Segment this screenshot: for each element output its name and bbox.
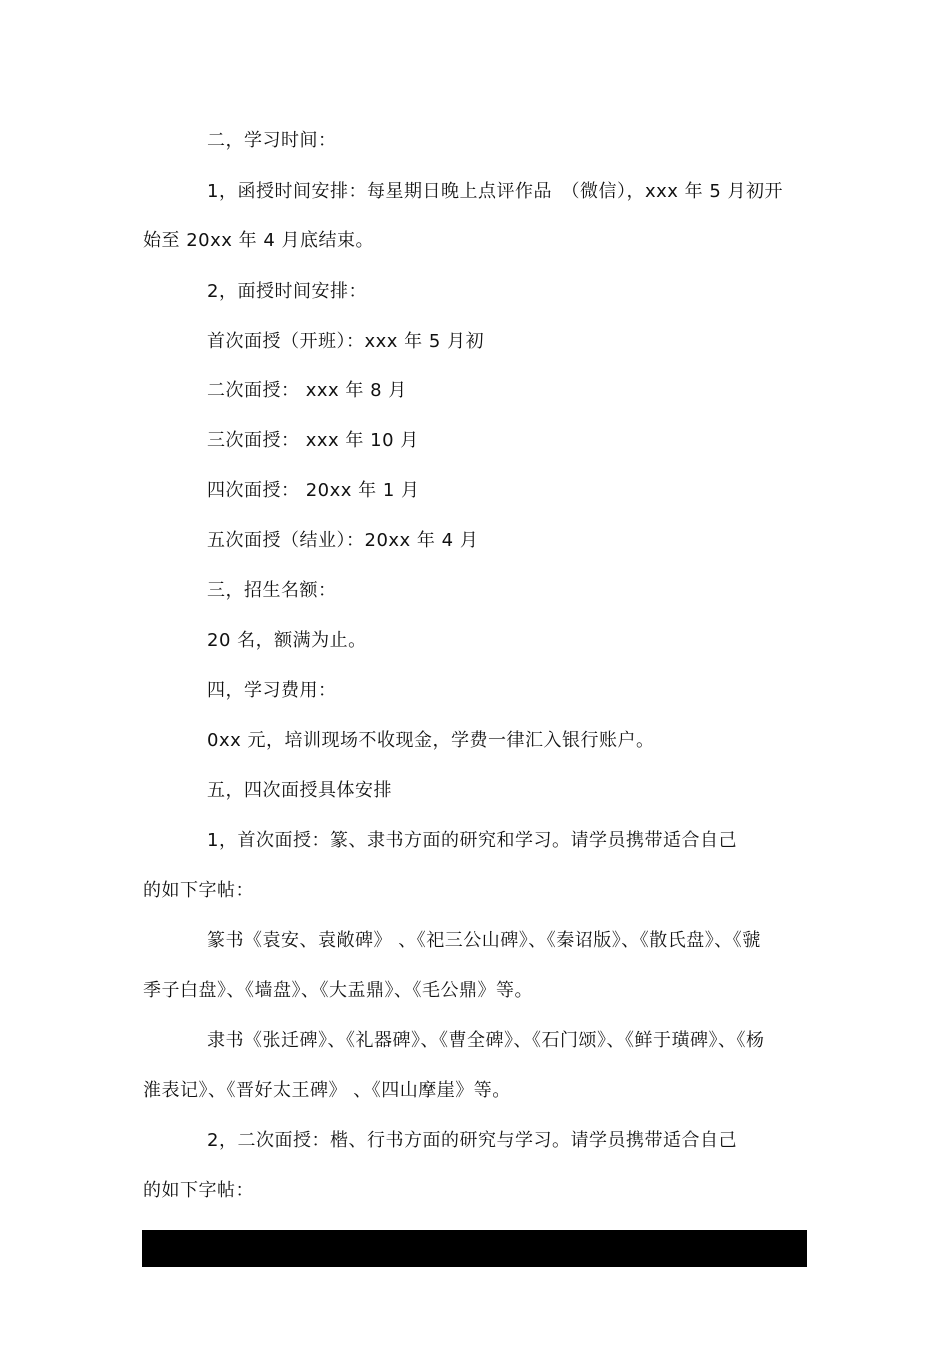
section-heading-fees: 四，学习费用： [207, 680, 337, 701]
paragraph-line: 淮表记》、《晋好太王碑》 、《四山摩崖》等。 [143, 1080, 511, 1101]
paragraph-line: 1，函授时间安排：每星期日晚上点评作品 （微信），xxx 年 5 月初开 [207, 181, 784, 202]
paragraph-line: 二次面授： xxx 年 8 月 [207, 380, 407, 401]
paragraph-line: 首次面授（开班）：xxx 年 5 月初 [207, 331, 485, 352]
section-heading-study-time: 二，学习时间： [207, 130, 337, 151]
paragraph-line: 季子白盘》、《墙盘》、《大盂鼎》、《毛公鼎》等。 [143, 980, 533, 1001]
footer-redaction-bar [142, 1230, 807, 1267]
paragraph-line: 隶书《张迁碑》、《礼器碑》、《曹全碑》、《石门颂》、《鲜于璜碑》、《杨 [207, 1030, 765, 1051]
section-heading-enrollment: 三，招生名额： [207, 580, 337, 601]
paragraph-line: 0xx 元，培训现场不收现金，学费一律汇入银行账户。 [207, 730, 655, 751]
paragraph-line: 的如下字帖： [143, 880, 254, 901]
paragraph-line: 2，面授时间安排： [207, 281, 367, 302]
paragraph-line: 的如下字帖： [143, 1180, 254, 1201]
paragraph-line: 始至 20xx 年 4 月底结束。 [143, 230, 375, 251]
paragraph-line: 1，首次面授：篆、隶书方面的研究和学习。请学员携带适合自己 [207, 830, 737, 851]
paragraph-line: 四次面授： 20xx 年 1 月 [207, 480, 420, 501]
paragraph-line: 五次面授（结业）：20xx 年 4 月 [207, 530, 479, 551]
paragraph-line: 2，二次面授：楷、行书方面的研究与学习。请学员携带适合自己 [207, 1130, 737, 1151]
paragraph-line: 20 名，额满为止。 [207, 630, 367, 651]
paragraph-line: 三次面授： xxx 年 10 月 [207, 430, 419, 451]
paragraph-line: 篆书《袁安、袁敞碑》 、《祀三公山碑》、《秦诏版》、《散氏盘》、《虢 [207, 930, 761, 951]
section-heading-schedule: 五，四次面授具体安排 [207, 780, 392, 801]
